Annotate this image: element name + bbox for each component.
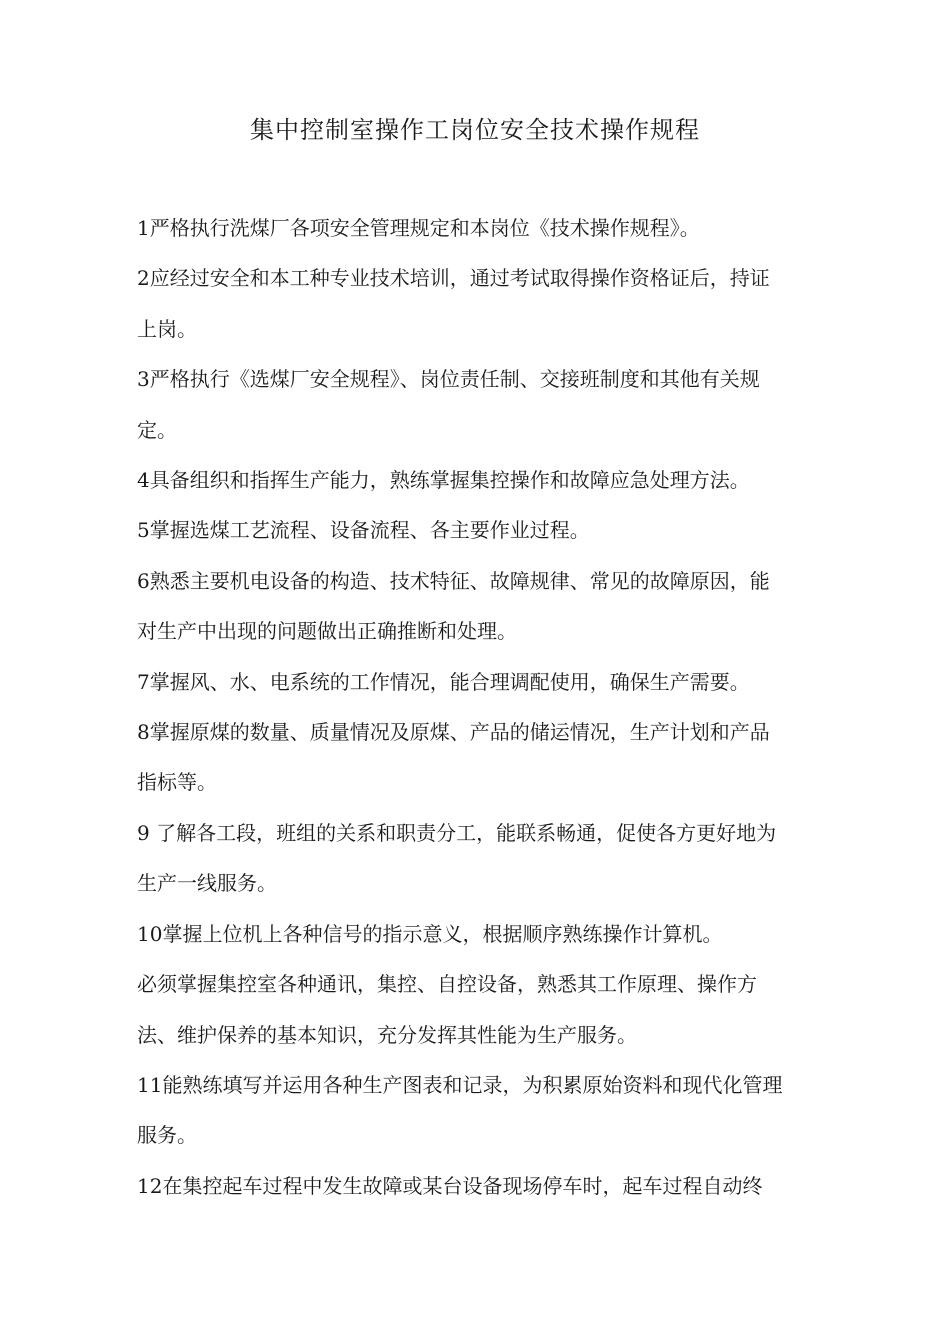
paragraph-line: 10掌握上位机上各种信号的指示意义，根据顺序熟练操作计算机。 [137,921,723,946]
paragraph-line: 对生产中出现的问题做出正确推断和处理。 [137,619,517,644]
paragraph-5 [137,505,837,555]
paragraph-line: 生产一线服务。 [137,871,277,896]
paragraph-line: 4具备组织和指挥生产能力，熟练掌握集控操作和故障应急处理方法。 [137,468,750,493]
paragraph-line: 服务。 [137,1123,197,1148]
paragraph-6 [137,556,837,657]
paragraph-10-continued [137,959,837,1060]
paragraph-line: 必须掌握集控室各种通讯，集控、自控设备，熟悉其工作原理、操作方 [137,972,757,997]
paragraph-line: 6熟悉主要机电设备的构造、技术特征、故障规律、常见的故障原因，能 [137,568,770,593]
document-body [137,203,837,1211]
paragraph-12 [137,1161,837,1211]
paragraph-3 [137,354,837,455]
paragraph-2 [137,253,837,354]
paragraph-10 [137,909,837,959]
paragraph-line: 2应经过安全和本工种专业技术培训，通过考试取得操作资格证后，持证 [137,266,770,291]
paragraph-line: 指标等。 [137,770,217,795]
paragraph-line: 5掌握选煤工艺流程、设备流程、各主要作业过程。 [137,518,590,543]
document-title: 集中控制室操作工岗位安全技术操作规程 [250,116,700,144]
paragraph-11 [137,1060,837,1161]
paragraph-line: 3严格执行《选煤厂安全规程》、岗位责任制、交接班制度和其他有关规 [137,367,760,392]
paragraph-4 [137,455,837,505]
paragraph-line: 12在集控起车过程中发生故障或某台设备现场停车时，起车过程自动终 [137,1173,763,1198]
paragraph-line: 法、维护保养的基本知识，充分发挥其性能为生产服务。 [137,1022,637,1047]
paragraph-line: 9 了解各工段，班组的关系和职责分工，能联系畅通，促使各方更好地为 [137,820,777,845]
paragraph-line: 7掌握风、水、电系统的工作情况，能合理调配使用，确保生产需要。 [137,669,750,694]
paragraph-1 [137,203,837,253]
paragraph-line: 定。 [137,417,177,442]
paragraph-line: 1严格执行洗煤厂各项安全管理规定和本岗位《技术操作规程》。 [137,216,700,240]
paragraph-line: 8掌握原煤的数量、质量情况及原煤、产品的储运情况，生产计划和产品 [137,720,770,745]
paragraph-9 [137,808,837,909]
paragraph-line: 上岗。 [137,316,197,341]
paragraph-7 [137,657,837,707]
paragraph-8 [137,707,837,808]
paragraph-line: 11能熟练填写并运用各种生产图表和记录，为积累原始资料和现代化管理 [137,1072,783,1097]
